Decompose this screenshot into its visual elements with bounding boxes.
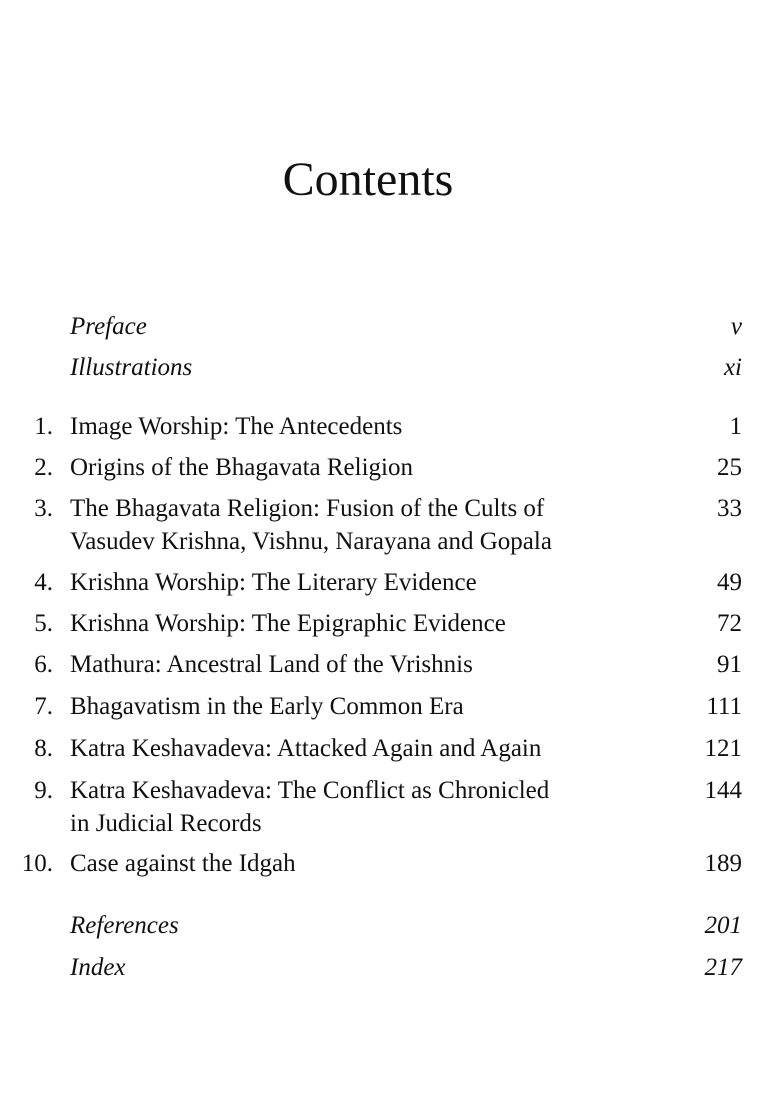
page-number: 217	[704, 954, 742, 981]
entry-title	[70, 774, 670, 840]
entry-title-line: Bhagavatism in the Early Common Era	[70, 693, 464, 720]
page-number: 144	[704, 777, 742, 804]
page-number: 33	[717, 495, 742, 522]
page-number: 111	[706, 693, 742, 720]
entry-title	[70, 566, 670, 599]
page-number: xi	[723, 354, 742, 381]
entry-title	[70, 909, 670, 942]
chapter-number: 9.	[34, 777, 53, 804]
chapter-number: 2.	[34, 454, 53, 481]
entry-title-line: Case against the Idgah	[70, 850, 296, 877]
page-number: 189	[704, 850, 742, 877]
page-number: 1	[729, 413, 742, 440]
entry-title-line: Vasudev Krishna, Vishnu, Narayana and Gopala	[70, 528, 552, 555]
entry-title	[70, 451, 670, 484]
chapter-number: 5.	[34, 610, 53, 637]
entry-title-line: Katra Keshavadeva: The Conflict as Chronicled	[70, 777, 550, 804]
entry-title-line: Krishna Worship: The Literary Evidence	[70, 569, 477, 596]
entry-title-line: Preface	[70, 313, 147, 340]
entry-title	[70, 732, 670, 765]
chapter-number: 8.	[34, 735, 53, 762]
page-number: 49	[717, 569, 742, 596]
entry-title	[70, 410, 670, 443]
chapter-number: 6.	[34, 651, 53, 678]
entry-title	[70, 351, 670, 384]
entry-title	[70, 310, 670, 343]
chapter-number: 1.	[34, 413, 53, 440]
entry-title-line: Krishna Worship: The Epigraphic Evidence	[70, 610, 506, 637]
chapter-number: 3.	[34, 495, 53, 522]
entry-title-line: Illustrations	[70, 354, 193, 381]
entry-title-line: Origins of the Bhagavata Religion	[70, 454, 413, 481]
entry-title-line: References	[70, 912, 179, 939]
entry-title	[70, 607, 670, 640]
page-number: 25	[717, 454, 742, 481]
entry-title	[70, 648, 670, 681]
entry-title-line: in Judicial Records	[70, 810, 262, 837]
page-number: v	[730, 313, 742, 340]
page-number: 121	[704, 735, 742, 762]
chapter-number: 7.	[34, 693, 53, 720]
entry-title-line: Index	[70, 954, 126, 981]
entry-title	[70, 690, 670, 723]
page-number: 91	[717, 651, 742, 678]
entry-title	[70, 492, 670, 558]
chapter-number: 4.	[34, 569, 53, 596]
entry-title-line: The Bhagavata Religion: Fusion of the Cults of	[70, 495, 545, 522]
page-title: Contents	[282, 153, 454, 206]
entry-title-line: Katra Keshavadeva: Attacked Again and Again	[70, 735, 542, 762]
entry-title-line: Image Worship: The Antecedents	[70, 413, 403, 440]
chapter-number: 10.	[21, 850, 53, 877]
entry-title	[70, 951, 670, 984]
page-number: 72	[717, 610, 742, 637]
entry-title-line: Mathura: Ancestral Land of the Vrishnis	[70, 651, 473, 678]
page-number: 201	[704, 912, 742, 939]
entry-title	[70, 847, 670, 880]
